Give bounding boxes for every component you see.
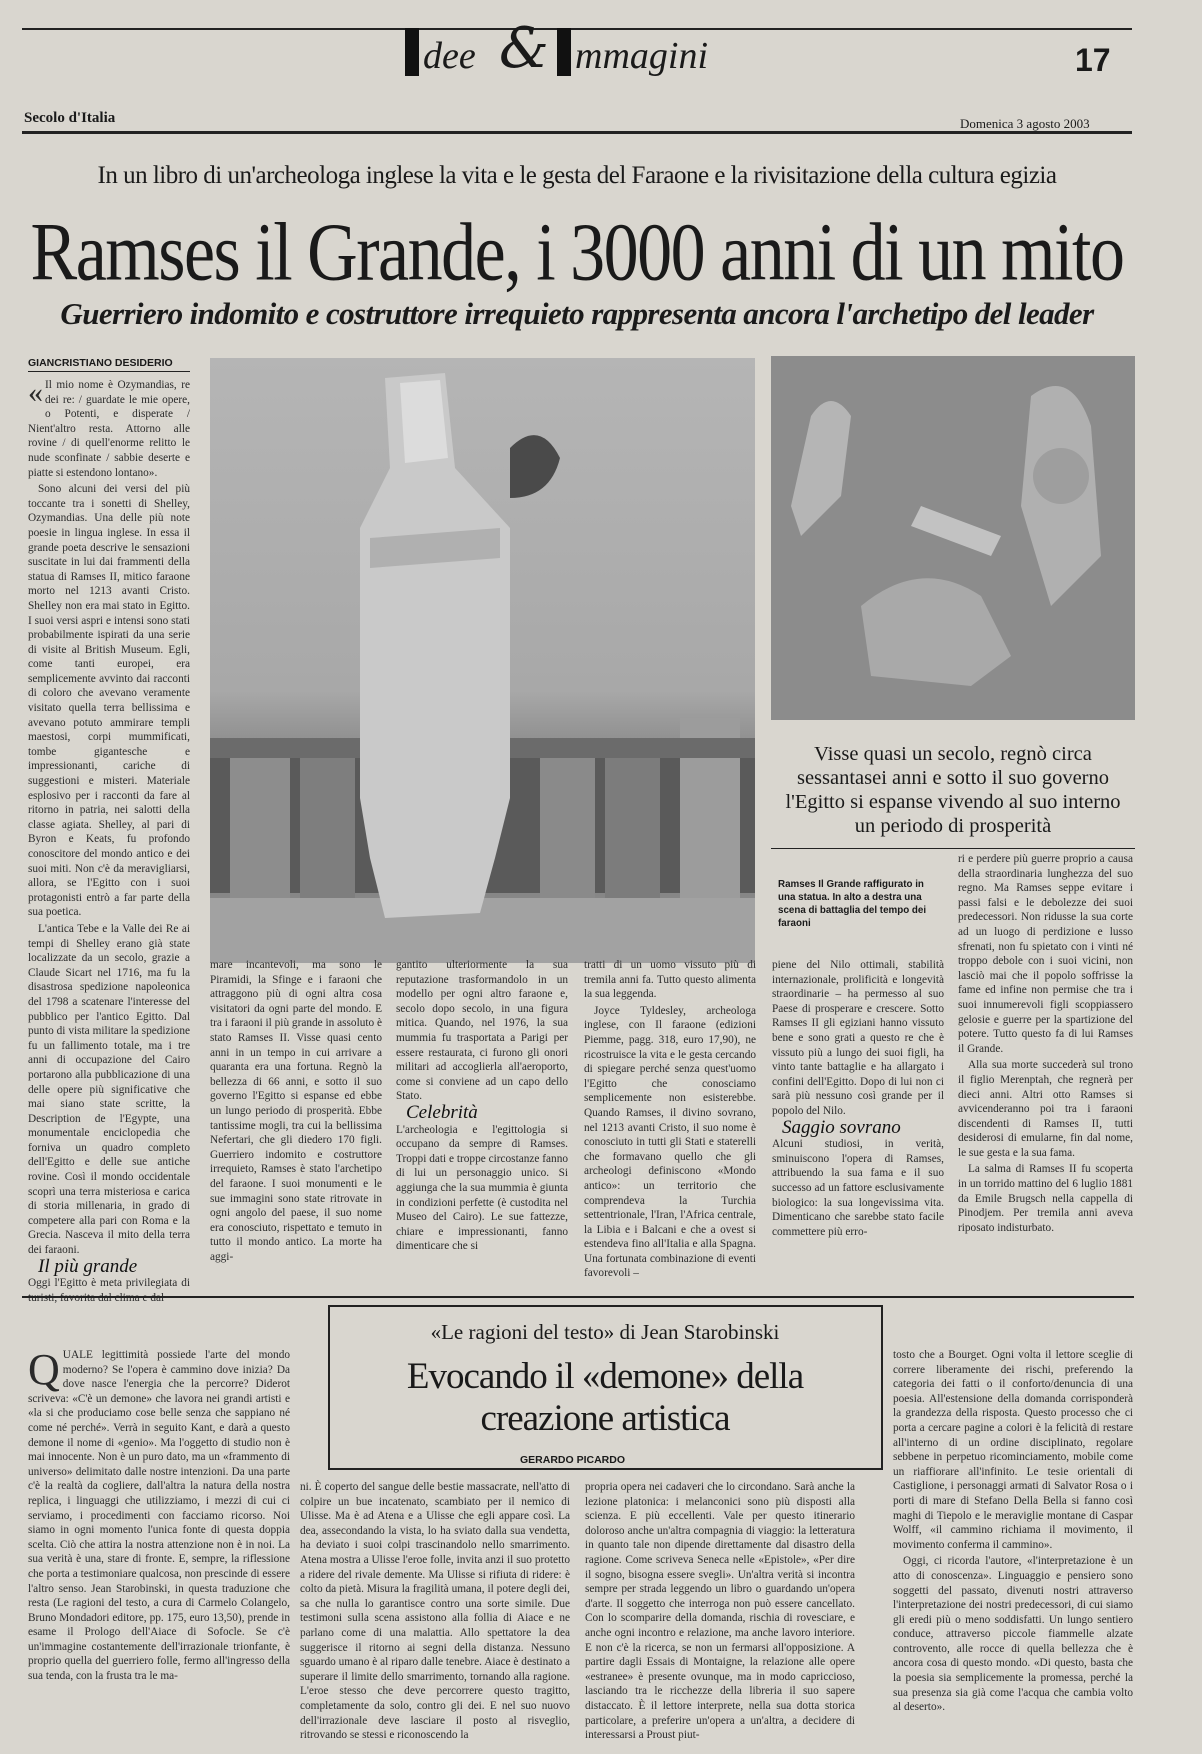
article-column-4	[584, 958, 756, 1278]
quote-mark: «	[28, 376, 43, 409]
box-column-2	[300, 1480, 570, 1740]
section-ampersand: &	[499, 16, 549, 81]
article-column-5	[772, 958, 944, 1278]
section-letter-i	[405, 28, 419, 76]
box-col4-para-1: tosto che a Bourget. Ogni volta il lettore sceglie di correre liberamente dei rischi, preferendo la categoria dei fatti o il conforto/denuncia di una poesia. All'estensione della domanda corrisponderà la grandezza della risposta. Questo processo che ci porta a cercare pagine a colori è la felicità di restare all'interno di un ordine disciplinato, regolare sebbene in perpetuo ricominciamento, mobile come un riaffiorare all'infinito. Le tesie orientali di Castiglione, i personaggi armati di Salvator Rosa o i porti di mare di Stefano Della Bella si fanno così maghi di Tiepolo e le meraviglie montane di Caspar Wolff, «il cammino richiama il movimento, il movimento conferma il cammino».	[893, 1349, 1133, 1551]
box-series-title: «Le ragioni del testo» di Jean Starobinski	[430, 1320, 780, 1344]
subhead-celebrita: Celebrità	[406, 1101, 478, 1123]
box-col1-para-1: UALE legittimità possiede l'arte del mondo moderno? Se l'opera è cammino dove inizia? Da dove nasce l'energia che la percorre? Diderot scriveva: «C'è un demone» che lavora nei grandi artisti e «la si che produciamo cose belle senza che sappiano né come né perché». Verrà in seguito Kant, e darà a questo demone il nome di «genio». Ma l'oggetto di studio non è mai innocente. Non è un puro dato, ma un «frammento di universo» delimitato dalle nostre intenzioni. Da una parte c'è la realtà da cogliere, dall'altra la natura della nostra replica, i linguaggi che utilizziamo, i mezzi di cui ci serviamo, i procedimenti con facciamo ricorso. Noi siamo in ogni momento l'unica fonte di questa doppia scelta. Ciò che attira la nostra attenzione non è in noi. La sua verità è una, stare di fronte. E, sempre, la riflessione che porta a testimoniare qualcosa, non prescinde di essere l'altro senso. Jean Starobinski, in questa traduzione che resta (Le ragioni del testo, a cura di Carmelo Colangelo, Bruno Mondadori editore, pp. 175, euro 13,50), prende in esame il Prologo dell'Aiace di Sofocle. Se c'è un'immagine costantemente dell'irrazionale trionfante, è proprio quella del guerriero folle, fermo all'ingresso della sua tenda, con la frusta tra le ma-	[28, 1349, 290, 1683]
col6-para-3: La salma di Ramses II fu scoperta in un torrido mattino del 6 luglio 1881 da Emile Brugsch nella cappella di Pinodjem. Per tremila anni aveva riposato indisturbato.	[958, 1163, 1133, 1234]
col1-para-1: Il mio nome è Ozymandias, re dei re: / guardate le mie opere, o Potenti, e disperate / Nient'altro resta. Attorno alle rovine / di quell'enorme relitto le nude sconfinate / sabbie deserte e piatte si estendono lontano».	[28, 379, 190, 479]
newspaper-name: Secolo d'Italia	[24, 110, 116, 126]
box-column-3	[585, 1480, 855, 1740]
article-column-1	[28, 376, 190, 1290]
box-col3-para-1: propria opera nei cadaveri che lo circondano. Sarà anche la lezione platonica: i melanconici sono più disposti alla scienza. E più eccellenti. Vale per questo itinerario doloroso anche un'altra compagnia di viaggio: la letteratura in quanto tale non dipende direttamente dal disastro della ragione. Come scriveva Seneca nelle «Epistole», «Per dire il sogno, bisogna essere svegli». Un'altra verità si incontra sempre per strada leggendo un libro o guardando un'opera d'arte. Il soggetto che interroga non può essere cancellato. Con lo scomparire della domanda, rischia di rovesciare, e anche ogni incontro e relazione, ma anche lavoro interiore. E non c'è la ricerca, se non un fermarsi all'opposizione. A partire dagli Essais di Montaigne, la relazione alle opere «estranee» è presente ovunque, ma in modo capriccioso, lasciando tra le ricchezze della libreria il suo sapere distaccato. È il lettore interprete, nella sua dotta storica particolare, a preferire un'opera a un'altra, a decidere di interessarsi a Proust piut-	[585, 1481, 855, 1742]
col2-para-1: mare incantevoli, ma sono le Piramidi, la Sfinge e i faraoni che attraggono più di ogni altra cosa visitatori da ogni parte del mondo. E tra i faraoni il più grande in assoluto è stato Ramses II. Visse quasi cento anni in un tempo in cui arrivare a quaranta era una fortuna. Regnò la bellezza di 66 anni, e sotto il suo governo l'Egitto si espanse ed ebbe un lungo periodo di prosperità. Ebbe tantissime mogli, tra cui la bellissima Nefertari, che gli diedero 170 figli. Guerriero indomito e costruttore irrequieto, Ramses è stato l'archetipo del faraone. I suoi monumenti e le sue immagini sono state ritrovate in ogni angolo del paese, il suo nome era conosciuto, rispettato e temuto in tutto il mondo antico. La morte ha aggi-	[210, 959, 382, 1263]
article-column-3	[396, 958, 568, 1278]
article-column-2	[210, 958, 382, 1278]
box-column-1	[28, 1345, 290, 1740]
battle-illustration	[771, 356, 1135, 720]
article-column-6	[958, 852, 1133, 1278]
subhead-saggio-sovrano: Saggio sovrano	[782, 1116, 901, 1138]
author-rule	[28, 371, 190, 372]
section-letter-i2	[557, 28, 571, 76]
article-author: GIANCRISTIANO DESIDERIO	[28, 357, 173, 369]
col3-para-1: gantito ulteriormente la sua reputazione trasformandolo in un modello per ogni altro faraone e, secolo dopo secolo, in una figura mitica. Quando, nel 1976, la sua mummia fu trasportata a Parigi per essere restaurata, ci furono gli onori militari ad accoglierla all'aeroporto, come si conviene ad un capo dello Stato.	[396, 959, 568, 1103]
col5-para-1: piene del Nilo ottimali, stabilità internazionale, prolificità e longevità straordinarie – ha permesso al suo Paese di prosperare e crescere. Sotto Ramses II gli egiziani hanno vissuto bene e sono grati a questo re che è vissuto più a lungo dei suoi figli, ha vinto tante battaglie e ha allargato i confini dell'Egitto. Dopo di lui non ci sarà più nessuno così grande per il popolo del Nilo.	[772, 959, 944, 1117]
col4-para-2: Joyce Tyldesley, archeologa inglese, con Il faraone (edizioni Piemme, pagg. 318, euro 17,90), ne ricostruisce la vita e le gesta cercando di spiegare perché senza quest'uomo l'Egitto che conosciamo semplicemente non esisterebbe. Quando Ramses, il divino sovrano, nel 1213 avanti Cristo, il suo nome è conosciuto in tutti gli Stati e staterelli che formavano quello che gli archeologi definiscono «Mondo antico»: un territorio che comprendeva la Turchia settentrionale, l'Iran, l'Africa centrale, la Libia e i Balcani e che a ovest si estendeva fino all'Italia e alla Spagna. Una fortunata combinazione di eventi favorevoli –	[584, 1004, 756, 1280]
section-word-dee: dee	[423, 35, 476, 77]
section-title	[405, 16, 765, 100]
section-divider	[22, 1296, 1134, 1298]
col1-para-3: L'antica Tebe e la Valle dei Re ai tempi di Shelley erano già state localizzate da un secolo, grazie a Claude Sicart nel 1716, ma fu la disastrosa spedizione napoleonica del 1798 a scatenare l'interesse del pubblico per l'antico Egitto. Dal punto di vista militare la spedizione fu un fallimento totale, ma i tre anni di occupazione del Cairo portarono alla pubblicazione di una delle opere più significative che mai siano state scritte, la Description de l'Egypte, una monumentale enciclopedia che forniva un quadro completo dell'Egitto e delle sue antiche rovine. Così il mondo occidentale scoprì una terra misteriosa e carica di storia millenaria, in grado di competere alla pari con Roma e la Grecia. Nasceva il mito della terra dei faraoni.	[28, 922, 190, 1257]
pullquote: Visse quasi un secolo, regnò circa sessantasei anni e sotto il suo governo l'Egitto si espanse vivendo al suo interno un periodo di prosperità	[785, 743, 1121, 837]
masthead-bottom-rule	[22, 131, 1132, 134]
box-headline: Evocando il «demone» della creazione artistica	[406, 1356, 804, 1439]
col6-para-2: Alla sua morte succederà sul trono il figlio Merenptah, che regnerà per dieci anni. Altri otto Ramses si avvicenderanno poi tra i faraoni discendenti di Ramses II, tutti desiderosi di emularne, fin dal nome, le sue gesta e la sua fama.	[958, 1059, 1133, 1159]
ramses-statue-photo	[210, 358, 755, 963]
page-number: 17	[1075, 42, 1111, 78]
subhead-piu-grande: Il più grande	[38, 1255, 138, 1277]
box-col2-para-1: ni. È coperto del sangue delle bestie massacrate, nell'atto di colpire un bue incatenato, scambiato per il nemico di Ulisse. Ma è ad Atena e a Ulisse che egli appare così. La dea, assecondando la vista, lo ha sviato dalla sua vendetta, ha deviato i suoi colpi trascinandolo nello smarrimento. Atena mostra a Ulisse l'eroe folle, invita anzi il suo protetto a ridere del rivale demente. Ma Ulisse si rifiuta di ridere: è colto da pietà. Misura la fragilità umana, il potere degli dei, sa che nulla lo garantisce contro una sorte simile. Due testimoni sulla scena assistono alla follia di Aiace e ne parlano come di una malattia. Allo spettatore la dea suggerisce il ritorno ai segni della distanza. Nessuno sguardo umano è al riparo dalle tenebre. Aiace è destinato a superare il limite dello smarrimento, tornando alla ragione. L'eroe stesso che deve percorrere questo tragitto, completamente da solo, contro gli dei. E nel suo nuovo dell'irrazionale deve lasciare il posto al risveglio, ritrovando se stessi e riconoscendo la	[300, 1481, 570, 1742]
col6-para-1: ri e perdere più guerre proprio a causa della straordinaria lunghezza del suo regno. Ma Ramses seppe evitare i passi falsi e le debolezze dei suoi predecessori. Non ridusse la sua corte ad un luogo di perdizione e lusso sfrenati, non fu spietato con i vinti né troppo debole con i suoi vicini, non lasciò mai che il popolo soffrisse la fame ed infine non permise che tra i suoi innumerevoli figli scoppiassero gelosie e guerre per la spartizione del potere. Tutto questo fa di lui Ramses il Grande.	[958, 853, 1133, 1055]
col3-para-2: L'archeologia e l'egittologia si occupano da sempre di Ramses. Troppi dati e troppe circostanze fanno di lui un personaggio unico. Si aggiunga che la sua mummia è giunta in condizioni perfette (è custodita nel Museo del Cairo). Le sue fattezze, chiare e impressionanti, fanno dimenticare che si	[396, 1123, 568, 1253]
col5-para-2: Alcuni studiosi, in verità, sminuiscono l'opera di Ramses, attribuendo la sua fama e il suo successo ad un fattore esclusivamente biologico: la sua longevissima vita. Dimenticano che sarebbe stato facile commettere più erro-	[772, 1138, 944, 1238]
statue-illustration	[210, 358, 755, 963]
pullquote-rule	[771, 848, 1135, 849]
kicker: In un libro di un'archeologa inglese la vita e le gesta del Faraone e la rivisitazione della cultura egizia	[97, 162, 1057, 189]
col1-para-4: Oggi l'Egitto è meta privilegiata di	[28, 1277, 190, 1290]
issue-date: Domenica 3 agosto 2003	[960, 116, 1090, 131]
box-dropcap: Q	[28, 1345, 60, 1394]
battle-scene-photo	[771, 356, 1135, 720]
subheadline: Guerriero indomito e costruttore irrequieto rappresenta ancora l'archetipo del leader	[60, 296, 1094, 331]
col4-para-1: tratti di un uomo vissuto più di tremila anni fa. Tutto questo alimenta la sua leggenda.	[584, 959, 756, 1001]
box-author: GERARDO PICARDO	[520, 1454, 626, 1466]
photo-caption: Ramses Il Grande raffigurato in una statua. In alto a destra una scena di battaglia del tempo dei faraoni	[778, 879, 927, 929]
headline: Ramses il Grande, i 3000 anni di un mito	[30, 207, 1124, 299]
box-column-4	[893, 1348, 1133, 1740]
col1-para-2: Sono alcuni dei versi del più toccante tra i sonetti di Shelley, Ozymandias. Una delle più note poesie in lingua inglese. In essa il grande poeta descrive le sensazioni suscitate in lui dai frammenti della statua di Ramses II, mitico faraone morto nel 1213 avanti Cristo. Shelley non era mai stato in Egitto. I suoi versi aspri e intensi sono stati probabilmente ispirati da una serie di visite al British Museum. Egli, come tanti europei, era semplicemente avvinto dai racconti di coloro che avevano veramente visitato quella terra bellissima e avevano potuto ammirare templi maestosi, corpi mummificati, tombe gigantesche e impressionanti, cariche di suggestioni e misteri. Materiale esplosivo per i racconti da fare al ritorno in patria, nei salotti della classe agiata. Shelley, al pari di Byron e Keats, fu profondo conoscitore del mondo antico e dei suoi miti. Non c'è da meravigliarsi, allora, se l'Egitto con i suoi protagonisti entrò a far parte della sua poetica.	[28, 483, 190, 919]
section-word-mmagini: mmagini	[575, 35, 708, 77]
box-col4-para-2: Oggi, ci ricorda l'autore, «l'interpretazione è un atto di conoscenza». Linguaggio e pensiero sono soggetti del passato, divenuti nostri attraverso l'interpretazione dei nostri predecessori, di cui siamo gli eredi più o meno soddisfatti. Un lungo sentiero conduce, attraverso piccole fiammelle alzate controvento, alle rocce di quella bellezza che è ancora cosa di questo mondo. «Di questo, basta che la poesia sia semplicemente la promessa, perché la sua presenza sia già come l'acqua che cambia volto al deserto».	[893, 1555, 1133, 1714]
